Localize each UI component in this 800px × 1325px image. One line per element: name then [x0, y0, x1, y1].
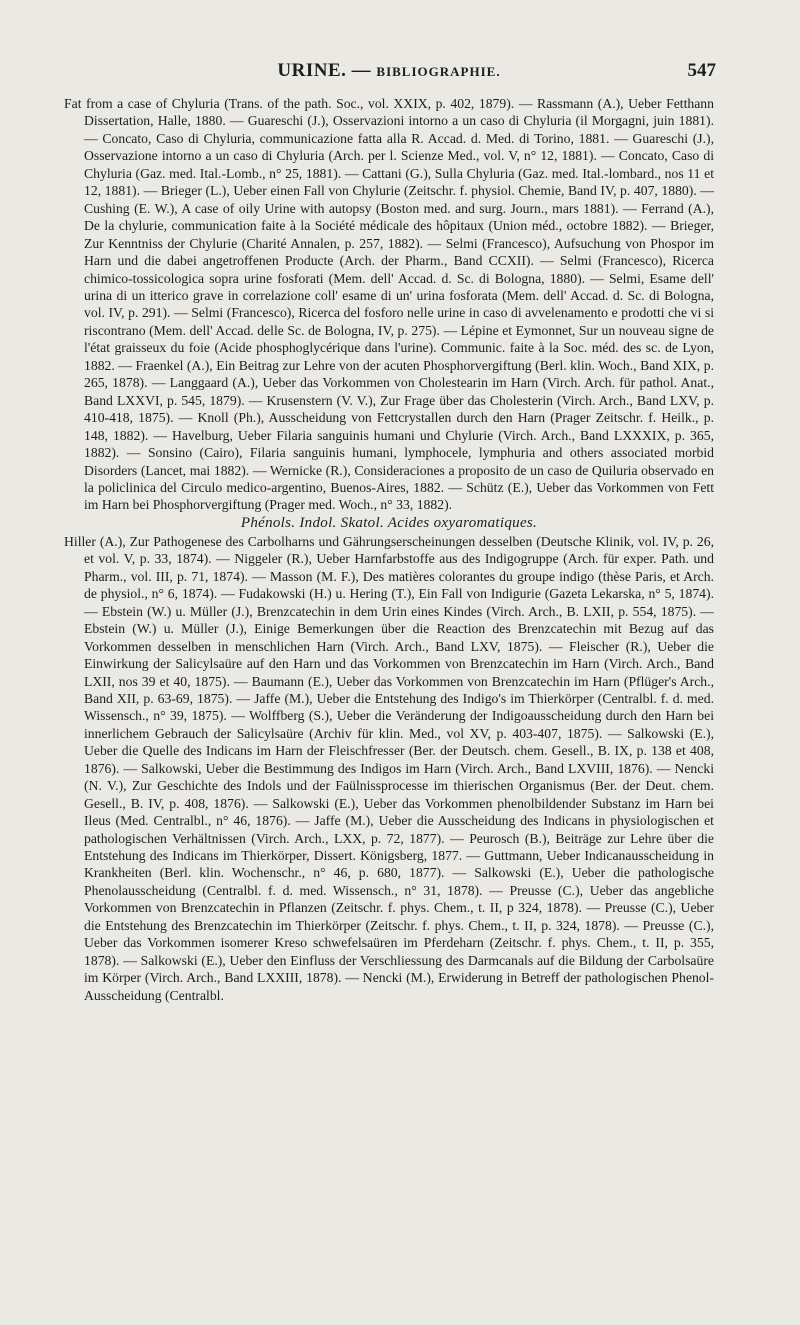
running-title [64, 60, 714, 82]
running-title-dash: — [351, 60, 372, 81]
page-number: 547 [687, 60, 716, 81]
page-header [64, 60, 714, 88]
bibliography-paragraph-phenols: Hiller (A.), Zur Pathogenese des Carbolharns und Gährungserscheinungen desselben (Deutsche Klinik, vol. IV, p. 26, et vol. V, p. 33, 1874). — Niggeler (R.), Ueber Harnfarbstoffe aus des Indigogruppe (Arch. für exper. Path. und Pharm., vol. III, p. 71, 1874). — Masson (M. F.), Des matières colorantes du groupe indigo (thèse Paris, et Arch. de physiol., n° 6, 1874). — Fudakowski (H.) u. Hering (T.), Ein Fall von Indigurie (Gazeta Lekarska, n° 5, 1874). — Ebstein (W.) u. Müller (J.), Brenzcatechin in dem Urin eines Kindes (Virch. Arch., B. LXII, p. 554, 1875). — Ebstein (W.) u. Müller (J.), Einige Bemerkungen über die Reaction des Brenzcatechin mit Bezug auf das Vorkommen desselben in menschlichen Harn (Virch. Arch., Band LXV, 1875). — Fleischer (R.), Ueber die Einwirkung der Salicylsaüre auf den Harn und das Vorkommen von Brenzcatechin im Harn (Virch. Arch., Band LXII, nos 39 et 40, 1875). — Baumann (E.), Ueber das Vorkommen von Brenzcatechin im Harn (Pflüger's Arch., Band XII, p. 63-69, 1875). — Jaffe (M.), Ueber die Entstehung des Indigo's im Thierkörper (Centralbl. f. d. med. Wissensch., n° 39, 1875). — Wolffberg (S.), Ueber die Veränderung der Indigoausscheidung durch den Harn bei innerlichem Gebrauch der Salicylsaüre (Archiv für klin. Med., vol XV, p. 403-407, 1875). — Salkowski (E.), Ueber die Quelle des Indicans im Harn der Fleischfresser (Ber. der Deutsch. chem. Gesell., B. IX, p. 138 et 408, 1876). — Salkowski, Ueber die Bestimmung des Indigos im Harn (Virch. Arch., Band LXVIII, 1876). — Nencki (N. V.), Zur Geschichte des Indols und der Faülnissprocesse im thierischen Organismus (Ber. der Deut. chem. Gesell., B. IV, p. 408, 1876). — Salkowski (E.), Ueber das Vorkommen phenolbildender Substanz im Harn bei Ileus (Med. Centralbl., n° 46, 1876). — Jaffe (M.), Ueber die Ausscheidung des Indicans in physiologischen et pathologischen Verhältnissen (Virch. Arch., LXX, p. 72, 1877). — Peurosch (B.), Beiträge zur Lehre über die Entstehung des Indicans im Thierkörper, Dissert. Königsberg, 1877. — Guttmann, Ueber Indicanausscheidung in Krankheiten (Berl. klin. Wochenschr., n° 46, p. 680, 1877). — Salkowski (E.), Ueber die pathologische Phenolausscheidung (Centralbl. f. d. med. Wissensch., n° 31, 1878). — Preusse (C.), Ueber das angebliche Vorkommen von Brenzcatechin in Pflanzen (Zeitschr. f. phys. Chem., t. II, p 324, 1878). — Preusse (C.), Ueber die Entstehung des Brenzcatechin im Thierkörper (Zeitschr. f. phys. Chem., t. II, p. 324, 1878). — Preusse (C.), Ueber das Vorkommen isomerer Kreso schwefelsaüren im Pferdeharn (Zeitschr. f. phys. Chem., t. II, p. 355, 1878). — Salkowski (E.), Ueber den Einfluss der Verschliessung des Darmcanals auf die Bildung der Carbolsaüre im Körper (Virch. Arch., Band LXXIII, 1878). — Nencki (M.), Erwiderung in Betreff der pathologischen Phenol-Ausscheidung (Centralbl. [64, 533, 714, 1003]
bibliography-paragraph-chyluria: Fat from a case of Chyluria (Trans. of the path. Soc., vol. XXIX, p. 402, 1879). — Rassmann (A.), Ueber Fetthann Dissertation, Halle, 1880. — Guareschi (J.), Osservazioni intorno a un caso di Chyluria (il Morgagni, juin 1881). — Concato, Caso di Chyluria, communicazione fatta alla R. Accad. d. Med. di Torino, 1881. — Guareschi (J.), Osservazione intorno a un caso di Chyluria (Arch. per l. Scienze Med., vol. V, n° 12, 1881). — Concato, Caso di Chyluria (Gaz. med. Ital.-Lomb., n° 25, 1881). — Cattani (G.), Sulla Chyluria (Gaz. med. Ital.-lombard., nos 11 et 12, 1881). — Brieger (L.), Ueber einen Fall von Chylurie (Zeitschr. f. physiol. Chemie, Band IV, p. 407, 1880). — Cushing (E. W.), A case of oily Urine with autopsy (Boston med. and surg. Journ., mars 1881). — Ferrand (A.), De la chylurie, communication faite à la Société médicale des hôpitaux (Union méd., octobre 1882). — Brieger, Zur Kenntniss der Chylurie (Charité Annalen, p. 257, 1882). — Selmi (Francesco), Aufsuchung von Phospor im Harn und die dabei angetroffenen Producte (Arch. der Pharm., Band CCXII). — Selmi (Francesco), Ricerca chimico-tossicologica sopra urine fosforati (Mem. dell' Accad. d. Sc. di Bologna, 1880). — Selmi, Esame dell' urina di un itterico grave in correlazione coll' esame di un' urina fosforata (Mem. dell' Accad. d. Sc. di Bologna, vol. IV, p. 291). — Selmi (Francesco), Ricerca del fosforo nelle urine in caso di avvelenamento e prodotti che vi si riscontrano (Mem. dell' Accad. delle Sc. de Bologna, IV, p. 275). — Lépine et Eymonnet, Sur un nouveau signe de l'état graisseux du foie (Acide phosphoglycérique dans l'urine). Communic. faite à la Soc. méd. des sc. de Lyon, 1882. — Fraenkel (A.), Ein Beitrag zur Lehre von der acuten Phosphorvergiftung (Berl. klin. Woch., Band XIX, p. 265, 1878). — Langgaard (A.), Ueber das Vorkommen von Cholestearin im Harn (Virch. Arch. für pathol. Anat., Band LXXVI, p. 545, 1879). — Krusenstern (V. V.), Zur Frage über das Cholesterin (Virch. Arch., Band LXV, p. 410-418, 1875). — Knoll (Ph.), Ausscheidung von Fettcrystallen durch den Harn (Prager Zeitschr. f. Heilk., p. 148, 1882). — Havelburg, Ueber Filaria sanguinis humani und Chylurie (Virch. Arch., Band LXXXIX, p. 365, 1882). — Sonsino (Cairo), Filaria sanguinis humani, lymphocele, lymphuria and others associated morbid Disorders (Lancet, mai 1882). — Wernicke (R.), Consideraciones a proposito de un caso de Quiluria observado en la policlinica del Circulo medico-argentino, Buenos-Aires, 1882. — Schütz (E.), Ueber das Vorkommen von Fett im Harn bei Phosphorvergiftung (Prager med. Woch., n° 33, 1882). [64, 96, 714, 513]
running-title-main: URINE. [277, 60, 347, 81]
section-heading-phenols: Phénols. Indol. Skatol. Acides oxyaromatiques. [240, 514, 538, 531]
running-title-sub: BIBLIOGRAPHIE. [376, 64, 501, 79]
bibliography-body [64, 95, 714, 1004]
